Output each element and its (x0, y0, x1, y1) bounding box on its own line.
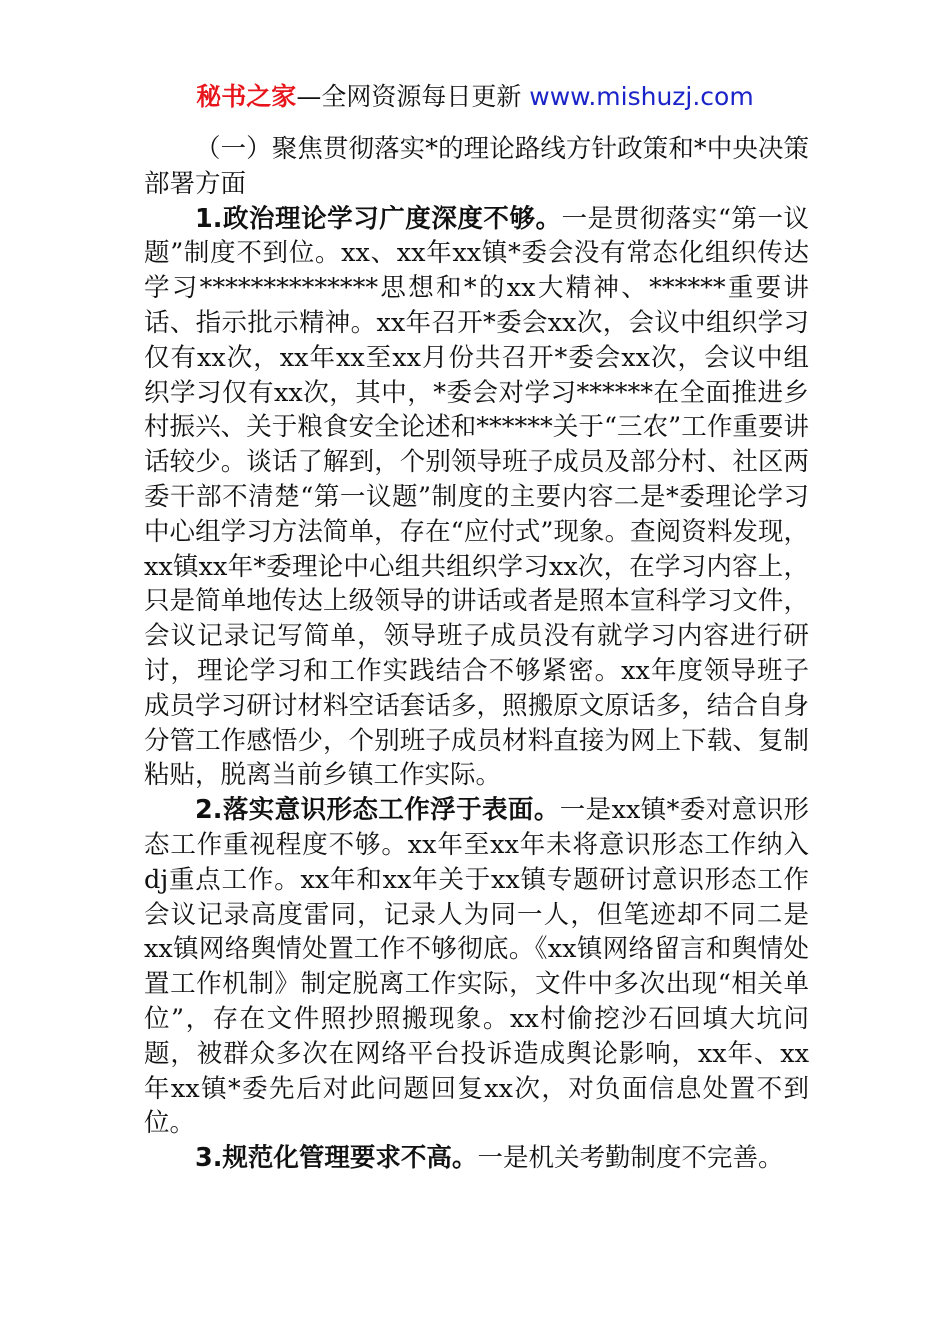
header-slogan: —全网资源每日更新 (296, 82, 522, 111)
paragraph-3 (144, 1141, 809, 1176)
paragraph-1-title: 1.政治理论学习广度深度不够。 (195, 203, 562, 234)
paragraph-2-text: 一是xx镇*委对意识形态工作重视程度不够。xx年至xx年未将意识形态工作纳入dj重点工作。xx年和xx年关于xx镇专题研讨意识形态工作会议记录高度雷同，记录人为同一人，但笔迹却不同二是xx镇网络舆情处置工作不够彻底。《xx镇网络留言和舆情处置工作机制》制定脱离工作实际，文件中多次出现“相关单位”，存在文件照抄照搬现象。xx村偷挖沙石回填大坑问题，被群众多次在网络平台投诉造成舆论影响，xx年、xx年xx镇*委先后对此问题回复xx次，对负面信息处置不到位。 (144, 795, 809, 1139)
paragraph-2 (144, 793, 809, 1141)
document-body (144, 132, 809, 1176)
paragraph-3-text: 一是机关考勤制度不完善。 (477, 1143, 784, 1174)
paragraph-3-title: 3.规范化管理要求不高。 (195, 1143, 478, 1174)
paragraph-1-text: 一是贯彻落实“第一议题”制度不到位。xx、xx年xx镇*委会没有常态化组织传达学习**************思想和*的xx大精神、******重要讲话、指示批示精神。xx年召开*委会xx次，会议中组织学习仅有xx次，xx年xx至xx月份共召开*委会xx次，会议中组织学习仅有xx次，其中，*委会对学习******在全面推进乡村振兴、关于粮食安全论述和******关于“三农”工作重要讲话较少。谈话了解到，个别领导班子成员及部分村、社区两委干部不清楚“第一议题”制度的主要内容二是*委理论学习中心组学习方法简单，存在“应付式”现象。查阅资料发现，xx镇xx年*委理论中心组共组织学习xx次，在学习内容上，只是简单地传达上级领导的讲话或者是照本宣科学习文件，会议记录记写简单，领导班子成员没有就学习内容进行研讨，理论学习和工作实践结合不够紧密。xx年度领导班子成员学习研讨材料空话套话多，照搬原文原话多，结合自身分管工作感悟少，个别班子成员材料直接为网上下载、复制粘贴，脱离当前乡镇工作实际。 (144, 203, 809, 791)
brand-name: 秘书之家 (196, 82, 297, 111)
watermark-header (0, 80, 950, 114)
paragraph-2-title: 2.落实意识形态工作浮于表面。 (195, 795, 560, 826)
site-url: www.mishuzj.com (529, 82, 754, 111)
section-heading: （一）聚焦贯彻落实*的理论路线方针政策和*中央决策部署方面 (144, 134, 809, 199)
paragraph-1 (144, 202, 809, 794)
